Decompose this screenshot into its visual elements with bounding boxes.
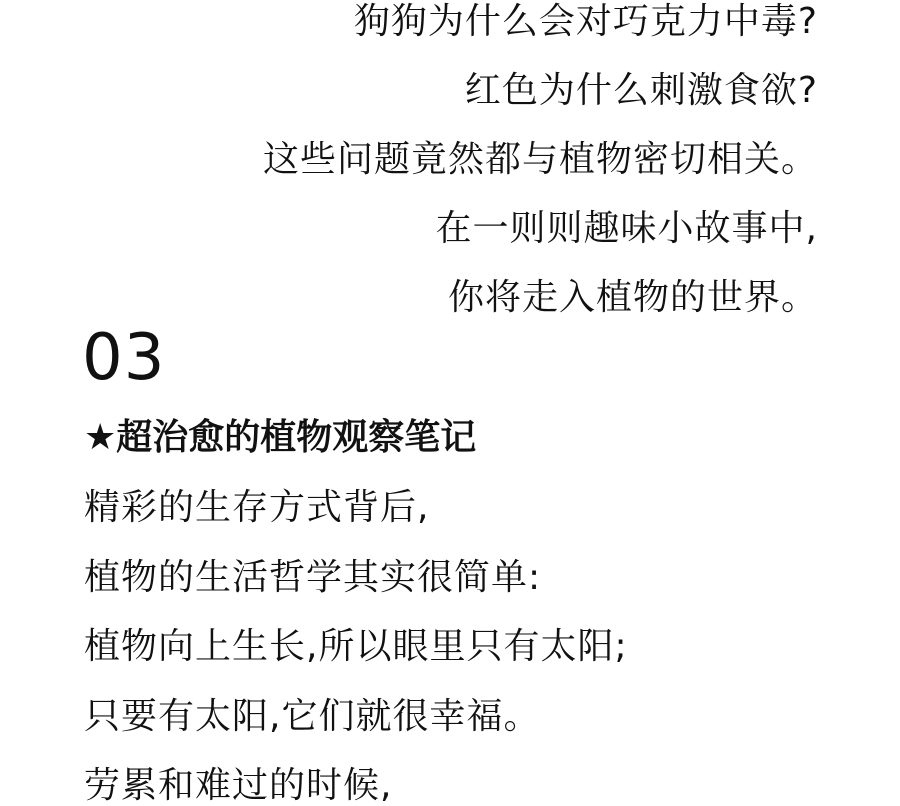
body-line: 只要有太阳,它们就很幸福。 xyxy=(84,696,541,737)
intro-line: 你将走入植物的世界。 xyxy=(447,277,818,318)
intro-line: 狗狗为什么会对巧克力中毒? xyxy=(353,1,818,42)
section-title: ★超治愈的植物观察笔记 xyxy=(84,417,477,458)
section-number: 03 xyxy=(82,321,166,395)
intro-line: 在一则则趣味小故事中, xyxy=(435,208,818,249)
intro-line: 红色为什么刺激食欲? xyxy=(464,70,818,111)
body-line: 植物的生活哲学其实很简单: xyxy=(84,557,542,598)
body-line: 植物向上生长,所以眼里只有太阳; xyxy=(84,626,628,667)
body-line: 劳累和难过的时候, xyxy=(84,765,393,806)
intro-line: 这些问题竟然都与植物密切相关。 xyxy=(262,139,818,180)
body-line: 精彩的生存方式背后, xyxy=(84,487,430,528)
